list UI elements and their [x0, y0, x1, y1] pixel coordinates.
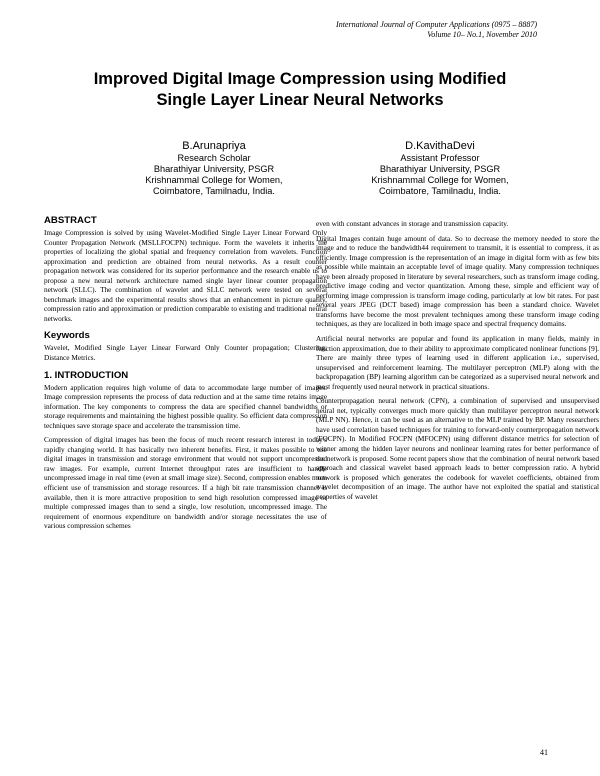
author-university: Bharathiyar University, PSGR [379, 164, 501, 174]
introduction-heading: 1. INTRODUCTION [44, 369, 129, 381]
body-paragraph-4: Counterpropagation neural network (CPN), a combination of supervised and unsupervised neural net, typically converges much more quickly than multilayer perceptron neural network (MLP NN). Hence, it can be used as an alternative to the MLP trained by BP. Many researchers have used correlation based techniques for training to forward-only counterpropagation network (FOCPN). In Modified FOCPN (MFOCPN) using different distance metrics for selection of winner among the hidden layer neurons and nonlinear learning rates for better performance of the network is proposed. Some recent papers show that the combination of neural network based approach and classical wavelet based approach leads to better compression ratio. A hybrid network is proposed which generates the codebook for wavelet coefficients, obtained from wavelet decomposition of an image. The author have not exploited the spatial and statistical properties of wavelet [316, 396, 599, 501]
page-number: 41 [540, 748, 548, 757]
title-line-1: Improved Digital Image Compression using Modified [93, 70, 507, 88]
journal-volume: Volume 10– No.1, November 2010 [427, 30, 537, 39]
author-block-2 [330, 140, 550, 197]
journal-name: International Journal of Computer Applications (0975 – 8887) [336, 20, 537, 29]
body-paragraph-3: Artificial neural networks are popular and found its application in many fields, mainly in function approximation, due to their ability to approximate complicated nonlinear functions [9]. There are mainly three types of learning used in different application i.e., supervised, unsupervised and reinforcement learning. The multilayer perceptron (MLP) along with the backpropagation (BP) learning algorithm can be categorized as a supervised neural network and most frequently used neural network in practical situations. [316, 334, 599, 391]
author-college: Krishnammal College for Women, [145, 175, 283, 185]
author-name: B.Arunapriya [182, 140, 246, 152]
keywords-text: Wavelet, Modified Single Layer Linear Forward Only Counter propagation; Clustering; Distance Metrics. [44, 343, 327, 363]
author-location: Coimbatore, Tamilnadu, India. [153, 186, 275, 196]
introduction-paragraph-2: Compression of digital images has been the focus of much recent research interest in today's rapidly changing world. It has basically two inherent benefits. First, it makes possible to use digital images in transmission and storage environment that would not support uncompressed raw images. For example, current Internet throughput rates are insufficient to handle uncompressed image in real time (even at small image size). Second, compression enables more efficient use of transmission and storage resources. If a high bit rate transmission channel is available, then it is more attractive proposition to send high resolution compressed image or multiple compressed images than to send a single, low resolution, uncompressed image. The requirement of enormous expenditure on bandwidth and/or storage necessitates the use of various compression schemes [44, 435, 327, 531]
abstract-text: Image Compression is solved by using Wavelet-Modified Single Layer Linear Forward Only Counter Propagation Network (MSLLFOCPN) technique. Form the wavelets it inherits the properties of localizing the global spatial and frequency correlation from wavelets. Function approximation and prediction are obtained from neural networks. As a result counter propagation network was considered for its superior performance and the research enable us to propose a new neural network architecture named single layer linear counter propagation network (SLLC). The combination of wavelet and SLLC network were tested on several benchmark images and the experimental results shows that an enhancement in picture quality, compression ratio and approximation or prediction comparable to existing and traditional neural networks. [44, 228, 327, 323]
author-name: D.KavithaDevi [405, 140, 475, 152]
keywords-heading: Keywords [44, 330, 90, 342]
journal-header [336, 20, 537, 40]
author-role: Research Scholar [177, 153, 251, 163]
title-line-2: Single Layer Linear Neural Networks [156, 91, 444, 109]
body-paragraph-1: even with constant advances in storage and transmission capacity. [316, 219, 509, 228]
paper-title [30, 69, 570, 111]
author-role: Assistant Professor [400, 153, 480, 163]
abstract-heading: ABSTRACT [44, 215, 97, 226]
left-column [44, 215, 327, 536]
author-location: Coimbatore, Tamilnadu, India. [379, 186, 501, 196]
author-university: Bharathiyar University, PSGR [153, 164, 275, 174]
right-column [316, 219, 599, 506]
author-college: Krishnammal College for Women, [371, 175, 509, 185]
introduction-paragraph-1: Modern application requires high volume of data to accommodate large number of images. Image compression represents the process of data reduction and at the same time retains image information. The key components to compress the data are specified channel bandwidths or storage requirements and maintaining the highest possible quality. So efficient data compression techniques save storage space and accelerate the transmission time. [44, 382, 327, 430]
body-paragraph-2: Digital Images contain huge amount of data. So to decrease the memory needed to store the image and to reduce the bandwidth44 requirement to transmit, it is essential to compress, it as efficiently. Image compression is the representation of an image in digital form with as few bits as possible while maintain an acceptable level of image quality. Many compression techniques have been already proposed in literature by several researchers, such as transform image coding, predictive image coding and vector quantization. Among these, simple and efficient way of performing image compression is transform image coding, particularly at low bit rates. For past several years JPEG (DCT based) image compression has been a standard choice. Wavelet transforms have become the most prevalent techniques among these transform image coding techniques, as they are localized in both image space and spectral frequency domains. [316, 233, 599, 329]
author-block-1 [104, 140, 324, 197]
